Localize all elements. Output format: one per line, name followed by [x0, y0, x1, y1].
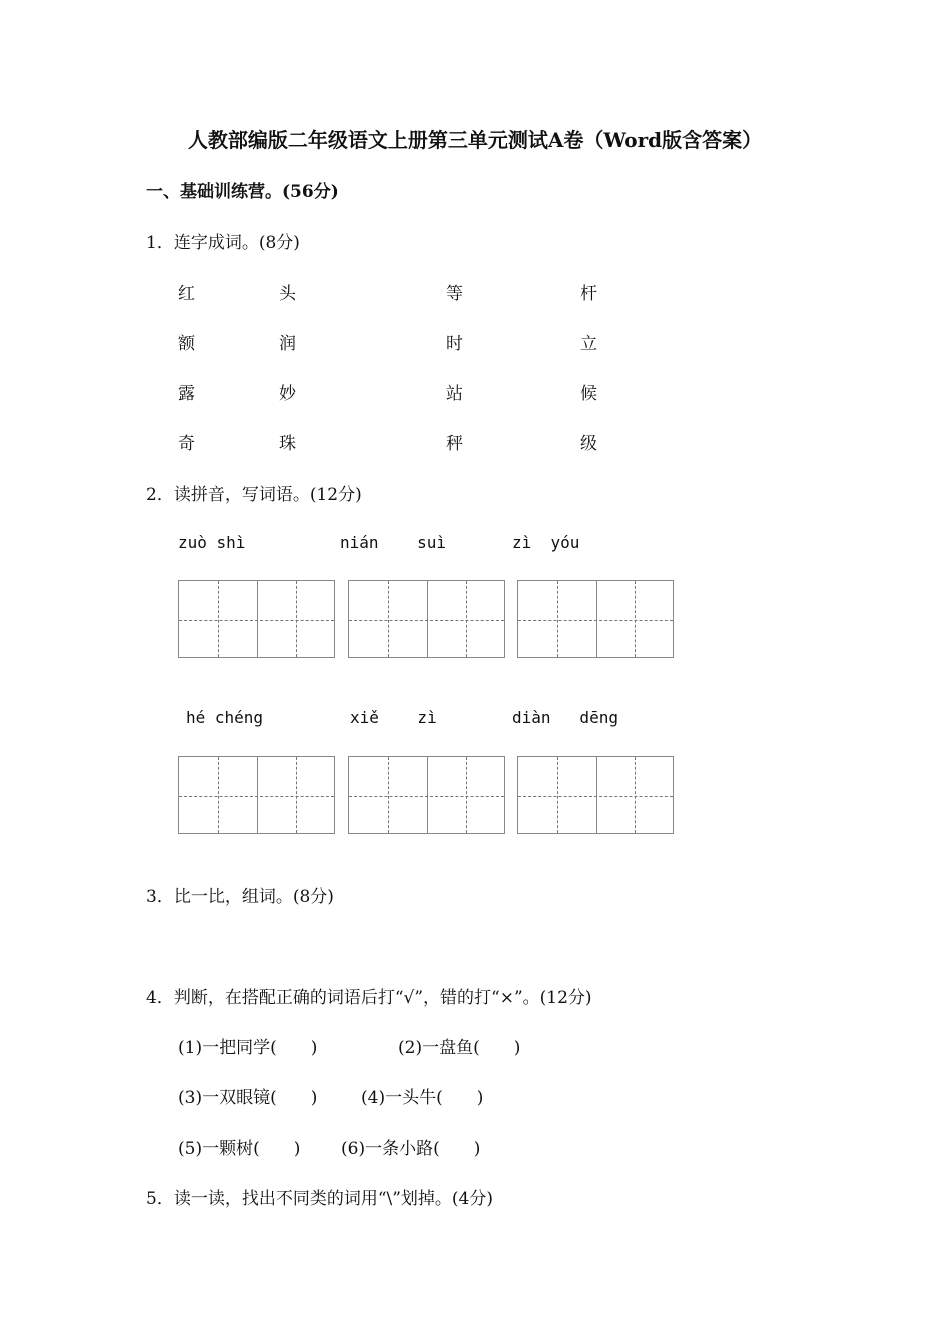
pinyin-label: nián suì: [340, 533, 446, 552]
writing-grid-box[interactable]: [348, 580, 505, 658]
q4-item: (2)一盘鱼( ): [398, 1038, 521, 1058]
section-heading-basics: 一、基础训练营。(56分): [146, 182, 339, 202]
q1-char: 立: [580, 334, 597, 354]
q1-char: 等: [446, 284, 463, 304]
q4-item: (1)一把同学( ): [178, 1038, 318, 1058]
question-1-label: 1．连字成词。(8分): [146, 233, 300, 253]
writing-grid-box[interactable]: [178, 756, 335, 834]
q1-char: 杆: [580, 284, 597, 304]
pinyin-label: diàn dēng: [512, 708, 618, 727]
q1-char: 秤: [446, 434, 463, 454]
q1-char: 候: [580, 384, 597, 404]
q1-char: 站: [446, 384, 463, 404]
q4-item: (6)一条小路( ): [341, 1139, 481, 1159]
question-4-label: 4．判断，在搭配正确的词语后打“√”，错的打“×”。(12分): [146, 988, 592, 1008]
q1-char: 级: [580, 434, 597, 454]
question-5-label: 5．读一读，找出不同类的词用“\”划掉。(4分): [146, 1189, 494, 1209]
writing-grid-box[interactable]: [517, 580, 674, 658]
q1-char: 时: [446, 334, 463, 354]
pinyin-label: xiě zì: [350, 708, 437, 727]
q1-char: 妙: [279, 384, 296, 404]
q1-char: 奇: [178, 434, 195, 454]
writing-grid-box[interactable]: [178, 580, 335, 658]
q1-char: 红: [178, 284, 195, 304]
question-2-label: 2．读拼音，写词语。(12分): [146, 485, 362, 505]
q1-char: 额: [178, 334, 195, 354]
q1-char: 露: [178, 384, 195, 404]
q1-char: 珠: [279, 434, 296, 454]
pinyin-label: zuò shì: [178, 533, 246, 552]
pinyin-label: zì yóu: [512, 533, 580, 552]
q4-item: (5)一颗树( ): [178, 1139, 301, 1159]
q4-item: (4)一头牛( ): [361, 1088, 484, 1108]
writing-grid-box[interactable]: [348, 756, 505, 834]
writing-grid-box[interactable]: [517, 756, 674, 834]
q1-char: 头: [279, 284, 296, 304]
q1-char: 润: [279, 334, 296, 354]
q4-item: (3)一双眼镜( ): [178, 1088, 318, 1108]
question-3-label: 3．比一比，组词。(8分): [146, 887, 334, 907]
page-title: 人教部编版二年级语文上册第三单元测试A卷（Word版含答案）: [187, 128, 763, 152]
pinyin-label: hé chéng: [186, 708, 264, 727]
